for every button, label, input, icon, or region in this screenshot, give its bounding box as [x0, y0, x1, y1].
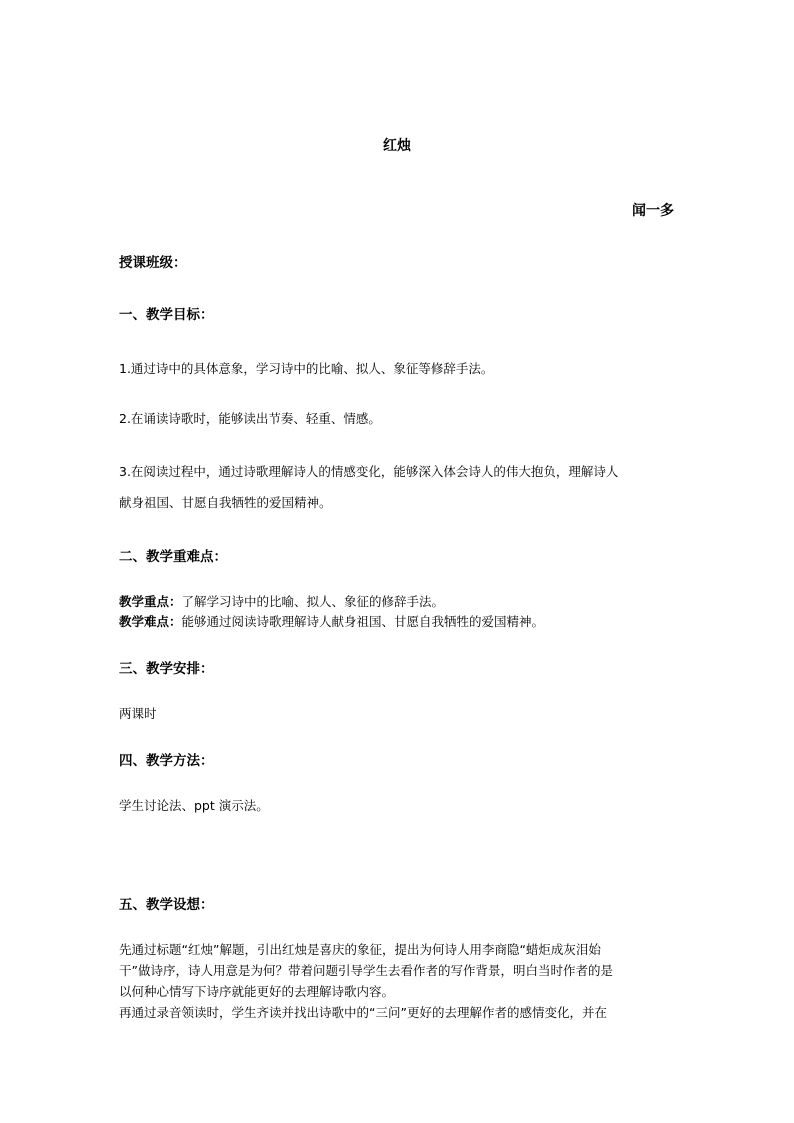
section2-heading: 二、教学重难点：: [119, 549, 227, 565]
difficult-point: [119, 613, 544, 631]
class-label: 授课班级：: [119, 255, 187, 271]
section4-heading: 四、教学方法：: [119, 753, 214, 769]
section4-text: 学生讨论法、ppt 演示法。: [119, 798, 269, 813]
section3-heading: 三、教学安排：: [119, 661, 214, 677]
document-author: 闻一多: [632, 203, 674, 219]
goal-2: 2.在诵读诗歌时，能够读出节奏、轻重、情感。: [119, 411, 381, 426]
section5-para1-line3: 以何种心情写下诗序就能更好的去理解诗歌内容。: [119, 984, 395, 999]
key-point: [119, 593, 444, 611]
section5-para2-line1: 再通过录音领读时，学生齐读并找出诗歌中的“三问”更好的去理解作者的感情变化，并在: [119, 1005, 607, 1020]
document-title: 红烛: [383, 138, 411, 154]
difficult-point-label: 教学难点：: [119, 614, 182, 629]
key-point-text: 了解学习诗中的比喻、拟人、象征的修辞手法。: [181, 594, 445, 609]
section5-para1-line1: 先通过标题“红烛”解题，引出红烛是喜庆的象征，提出为何诗人用李商隐“蜡炬成灰泪始: [119, 942, 601, 957]
goal-1: 1.通过诗中的具体意象，学习诗中的比喻、拟人、象征等修辞手法。: [119, 361, 494, 376]
section5-heading: 五、教学设想：: [119, 897, 214, 913]
section1-heading: 一、教学目标：: [119, 307, 214, 323]
goal-3-line-2: 献身祖国、甘愿自我牺牲的爱国精神。: [119, 495, 332, 510]
key-point-label: 教学重点：: [119, 594, 182, 609]
section5-para1-line2: 干”做诗序，诗人用意是为何？带着问题引导学生去看作者的写作背景，明白当时作者的是: [119, 963, 613, 978]
difficult-point-text: 能够通过阅读诗歌理解诗人献身祖国、甘愿自我牺牲的爱国精神。: [181, 614, 545, 629]
goal-3-line-1: 3.在阅读过程中，通过诗歌理解诗人的情感变化，能够深入体会诗人的伟大抱负，理解诗人: [119, 464, 619, 479]
section3-text: 两课时: [119, 706, 157, 721]
